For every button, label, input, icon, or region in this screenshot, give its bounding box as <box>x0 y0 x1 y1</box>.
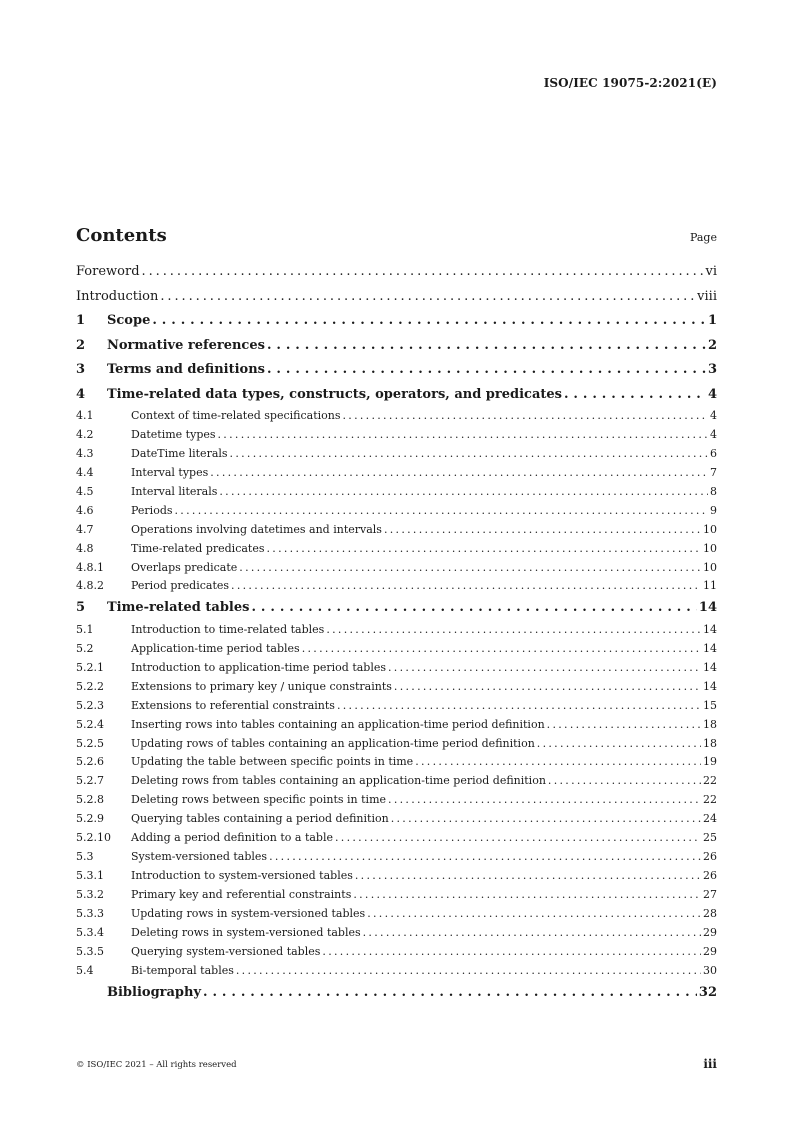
toc-entry-title: Introduction <box>76 288 159 304</box>
toc-entry-number: 5.2.8 <box>76 793 104 807</box>
dot-leader <box>355 867 701 886</box>
toc-entry-title: Terms and definitions <box>107 362 265 377</box>
toc-entry-page: 22 <box>703 774 717 788</box>
toc-entry-number: 5.2.10 <box>76 831 111 845</box>
toc-entry-number: 5.2.9 <box>76 812 104 826</box>
toc-entry-number: 5.2.3 <box>76 698 104 712</box>
toc-entry[interactable] <box>76 309 717 334</box>
toc-entry-page: 9 <box>710 503 717 517</box>
toc-entry-number: 5.3.3 <box>76 906 104 920</box>
toc-entry-page: 6 <box>710 446 717 460</box>
toc-entry-title: Normative references <box>107 337 265 353</box>
toc-entry-title: Deleting rows from tables containing an application-time period definition <box>131 774 546 788</box>
toc-entry-title: Time-related tables <box>107 600 250 616</box>
toc-entry-title: Updating rows in system-versioned tables <box>131 906 366 920</box>
toc-entry-number: 4.4 <box>76 465 94 479</box>
toc-entry-page: 8 <box>710 484 717 498</box>
dot-leader <box>267 540 702 559</box>
toc-entry[interactable] <box>76 753 717 772</box>
toc-entry-number: 4.7 <box>76 522 94 536</box>
toc-entry[interactable] <box>76 426 717 445</box>
toc-entry-number: 4.8.1 <box>76 560 104 574</box>
toc-entry-title: Extensions to primary key / unique constraints <box>131 679 392 693</box>
copyright-notice: © ISO/IEC 2021 – All rights reserved <box>76 1060 237 1070</box>
dot-leader <box>251 596 696 621</box>
toc-entry[interactable] <box>76 924 717 943</box>
table-of-contents <box>76 260 717 1005</box>
toc-entry[interactable] <box>76 735 717 754</box>
toc-entry-title: Interval literals <box>131 484 218 498</box>
dot-leader <box>394 678 701 697</box>
dot-leader <box>415 753 701 772</box>
dot-leader <box>236 962 701 981</box>
toc-entry[interactable] <box>76 962 717 981</box>
dot-leader <box>230 445 708 464</box>
toc-entry-title: Introduction to application-time period tables <box>131 660 387 674</box>
toc-entry-page: 14 <box>703 679 717 693</box>
toc-entry-title: Inserting rows into tables containing an application-time period definition <box>131 717 545 731</box>
toc-entry[interactable] <box>76 621 717 640</box>
toc-entry-page: 4 <box>710 427 717 441</box>
toc-entry-number: 2 <box>76 337 86 353</box>
toc-entry-number: 5.2.6 <box>76 755 104 769</box>
toc-entry-page: 18 <box>703 717 717 731</box>
dot-leader <box>353 886 701 905</box>
toc-entry[interactable] <box>76 640 717 659</box>
dot-leader <box>267 358 706 383</box>
dot-leader <box>564 383 706 408</box>
toc-entry-number: 5.2.7 <box>76 774 104 788</box>
toc-entry-number: 5.2.5 <box>76 736 104 750</box>
toc-entry-title: Updating rows of tables containing an application-time period definition <box>131 736 535 750</box>
toc-entry-page: 14 <box>703 660 717 674</box>
toc-entry-page: 10 <box>703 522 717 536</box>
toc-entry-page: 27 <box>703 888 717 901</box>
toc-entry-number: 5.2 <box>76 641 94 655</box>
toc-entry-page: 3 <box>707 362 717 377</box>
toc-entry-page: 29 <box>703 925 717 939</box>
toc-entry-title: Time-related predicates <box>131 541 265 555</box>
toc-entry-number: 5.3 <box>76 850 94 864</box>
toc-entry[interactable] <box>76 791 717 810</box>
toc-entry-number: 5 <box>76 600 86 616</box>
toc-entry-page: 30 <box>703 963 717 977</box>
toc-entry-number: 5.2.2 <box>76 679 104 693</box>
toc-entry-page: 26 <box>703 850 717 864</box>
toc-entry-page: 14 <box>703 641 717 655</box>
toc-entry-page: 1 <box>707 313 717 328</box>
toc-entry[interactable] <box>76 540 717 559</box>
toc-entry-title: Application-time period tables <box>131 641 300 655</box>
toc-entry-title: Context of time-related specifications <box>131 409 341 422</box>
toc-entry-title: Period predicates <box>131 579 230 593</box>
toc-entry-number: 5.1 <box>76 622 94 636</box>
toc-entry-number: 4.2 <box>76 427 94 441</box>
toc-entry-title: Scope <box>107 313 151 328</box>
dot-leader <box>391 810 701 829</box>
toc-entry[interactable] <box>76 905 717 924</box>
toc-entry-title: Interval types <box>131 465 209 479</box>
toc-entry-page: 19 <box>703 755 717 769</box>
toc-entry-page: 4 <box>710 409 717 422</box>
toc-entry[interactable] <box>76 596 717 621</box>
toc-entry-page: 32 <box>698 984 717 1000</box>
toc-entry-title: Primary key and referential constraints <box>131 888 352 901</box>
toc-entry-title: System-versioned tables <box>131 850 268 864</box>
toc-entry-page: 25 <box>703 831 717 845</box>
toc-entry-title: DateTime literals <box>131 446 228 460</box>
toc-entry[interactable] <box>76 829 717 848</box>
toc-entry[interactable] <box>76 559 717 578</box>
dot-leader <box>269 848 701 867</box>
toc-entry[interactable] <box>76 334 717 359</box>
dot-leader <box>142 260 704 285</box>
toc-entry-title: Querying system-versioned tables <box>131 944 321 958</box>
toc-entry-title: Querying tables containing a period definition <box>131 812 389 826</box>
dot-leader <box>267 334 706 359</box>
toc-entry-title: Adding a period definition to a table <box>131 831 333 845</box>
toc-entry-page: 22 <box>703 793 717 807</box>
dot-leader <box>160 285 695 310</box>
dot-leader <box>337 697 701 716</box>
toc-entry-number: 5.3.5 <box>76 944 104 958</box>
toc-entry[interactable] <box>76 464 717 483</box>
toc-entry-page: 10 <box>703 541 717 555</box>
toc-entry-number: 4 <box>76 386 86 402</box>
toc-entry[interactable] <box>76 697 717 716</box>
toc-entry-number: 1 <box>76 313 86 328</box>
toc-entry-page: viii <box>697 288 717 304</box>
toc-entry-title: Bibliography <box>107 984 202 1000</box>
toc-entry-number: 5.3.2 <box>76 888 104 901</box>
dot-leader <box>322 943 701 962</box>
toc-entry[interactable] <box>76 886 717 905</box>
toc-entry[interactable] <box>76 407 717 426</box>
toc-entry[interactable] <box>76 260 717 285</box>
toc-entry-title: Introduction to system-versioned tables <box>131 869 353 883</box>
dot-leader <box>537 735 701 754</box>
toc-entry-title: Bi-temporal tables <box>131 963 234 977</box>
toc-entry-number: 4.8 <box>76 541 94 555</box>
toc-entry-title: Periods <box>131 503 173 517</box>
toc-entry-title: Updating the table between specific points in time <box>131 755 414 769</box>
toc-entry-number: 5.3.1 <box>76 869 104 883</box>
toc-entry-page: 26 <box>703 869 717 883</box>
toc-entry[interactable] <box>76 943 717 962</box>
toc-entry-page: 15 <box>703 698 717 712</box>
toc-entry-page: 14 <box>698 600 717 616</box>
dot-leader <box>326 621 701 640</box>
toc-entry-number: 5.4 <box>76 963 94 977</box>
toc-entry[interactable] <box>76 521 717 540</box>
dot-leader <box>388 791 701 810</box>
toc-entry-page: 7 <box>710 465 717 479</box>
toc-entry-title: Extensions to referential constraints <box>131 698 335 712</box>
toc-entry-number: 4.6 <box>76 503 94 517</box>
toc-entry-page: vi <box>705 264 717 279</box>
toc-entry[interactable] <box>76 981 717 1006</box>
toc-entry-page: 10 <box>703 560 717 574</box>
toc-entry-title: Foreword <box>76 264 140 279</box>
toc-entry-page: 28 <box>703 906 717 920</box>
dot-leader <box>388 659 701 678</box>
toc-entry-number: 3 <box>76 362 86 377</box>
toc-entry-title: Overlaps predicate <box>131 560 238 574</box>
page-number: iii <box>703 1057 717 1071</box>
toc-entry-number: 4.1 <box>76 409 94 422</box>
toc-entry[interactable] <box>76 867 717 886</box>
toc-entry[interactable] <box>76 848 717 867</box>
toc-entry-number: 5.2.1 <box>76 660 104 674</box>
toc-entry-page: 29 <box>703 944 717 958</box>
toc-entry[interactable] <box>76 577 717 596</box>
toc-entry[interactable] <box>76 383 717 408</box>
toc-entry-number: 5.3.4 <box>76 925 104 939</box>
dot-leader <box>152 309 706 334</box>
toc-entry-page: 11 <box>703 579 717 593</box>
toc-entry[interactable] <box>76 772 717 791</box>
toc-entry[interactable] <box>76 285 717 310</box>
toc-entry-number: 4.8.2 <box>76 579 104 593</box>
toc-entry-title: Deleting rows in system-versioned tables <box>131 925 361 939</box>
toc-entry[interactable] <box>76 483 717 502</box>
dot-leader <box>547 716 701 735</box>
page-column-label: Page <box>689 231 717 244</box>
toc-entry-title: Datetime types <box>131 427 216 441</box>
toc-entry-page: 2 <box>707 337 717 353</box>
toc-entry-number: 4.5 <box>76 484 94 498</box>
toc-entry[interactable] <box>76 716 717 735</box>
toc-entry[interactable] <box>76 810 717 829</box>
toc-entry-page: 14 <box>703 622 717 636</box>
dot-leader <box>203 981 697 1006</box>
toc-entry-page: 18 <box>703 736 717 750</box>
toc-entry-number: 4.3 <box>76 446 94 460</box>
toc-entry[interactable] <box>76 358 717 383</box>
toc-entry-number: 5.2.4 <box>76 717 104 731</box>
dot-leader <box>548 772 701 791</box>
toc-entry[interactable] <box>76 659 717 678</box>
document-id: ISO/IEC 19075-2:2021(E) <box>543 76 717 90</box>
dot-leader <box>239 559 701 578</box>
dot-leader <box>218 426 708 445</box>
dot-leader <box>367 905 701 924</box>
dot-leader <box>210 464 708 483</box>
dot-leader <box>175 502 708 521</box>
dot-leader <box>384 521 701 540</box>
dot-leader <box>219 483 708 502</box>
toc-entry-page: 24 <box>703 812 717 826</box>
toc-entry-title: Deleting rows between specific points in time <box>131 793 387 807</box>
toc-entry[interactable] <box>76 678 717 697</box>
contents-header <box>76 222 717 246</box>
toc-entry-title: Introduction to time-related tables <box>131 622 325 636</box>
toc-entry[interactable] <box>76 445 717 464</box>
toc-entry-page: 4 <box>707 386 717 402</box>
toc-entry-title: Time-related data types, constructs, operators, and predicates <box>107 386 562 402</box>
toc-entry[interactable] <box>76 502 717 521</box>
page-title: Contents <box>76 225 167 246</box>
dot-leader <box>363 924 701 943</box>
toc-entry-title: Operations involving datetimes and intervals <box>131 522 382 536</box>
dot-leader <box>231 577 701 596</box>
dot-leader <box>343 407 709 426</box>
dot-leader <box>335 829 701 848</box>
dot-leader <box>302 640 701 659</box>
